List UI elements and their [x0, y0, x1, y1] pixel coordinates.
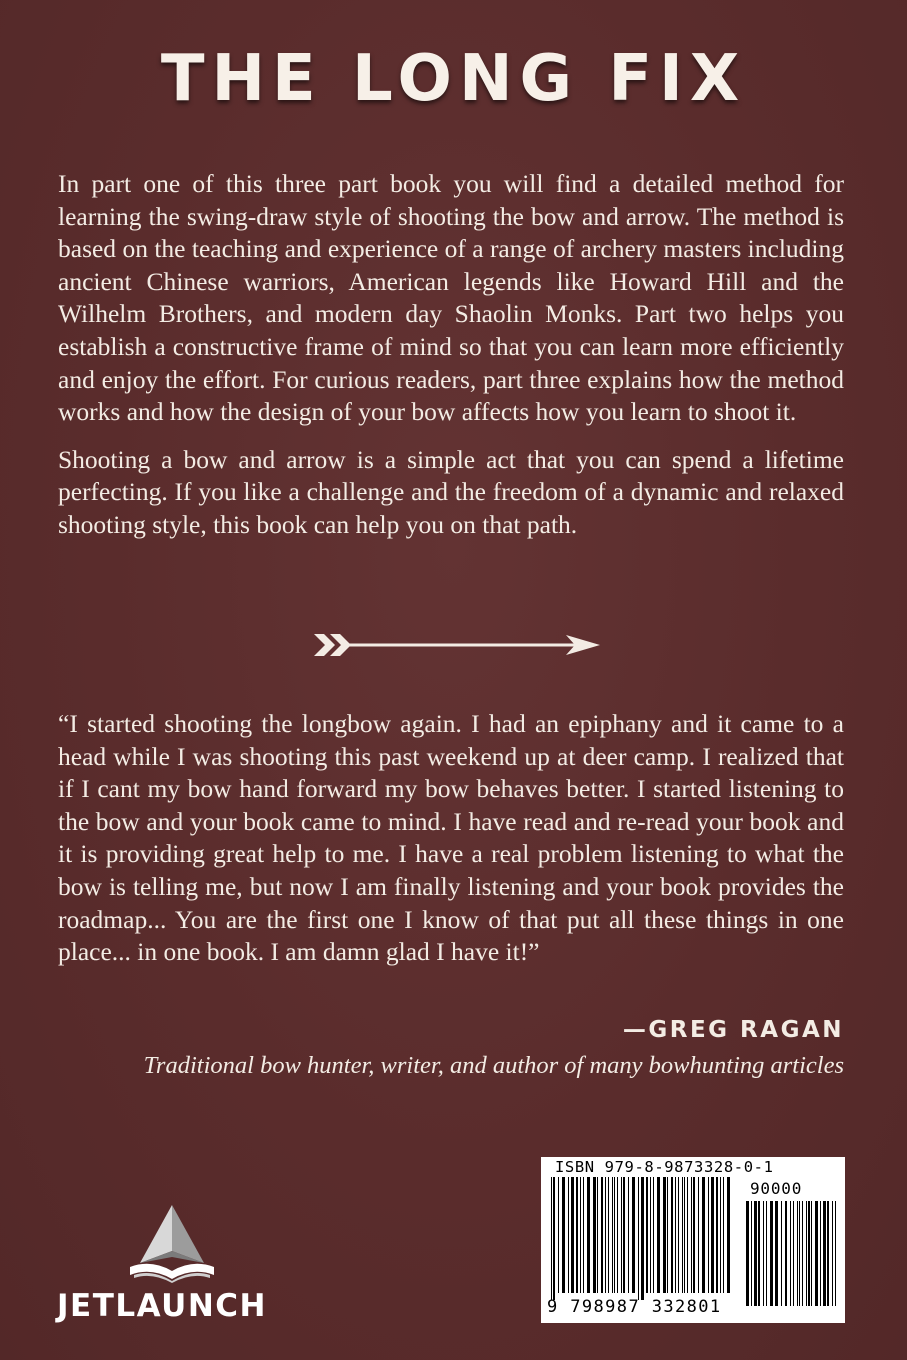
arrow-icon [312, 630, 602, 660]
description-paragraph-1: In part one of this three part book you will find a detailed method for learning the swing-draw style of shooting the bow and arrow. The method is based on the teaching and experience of a range of archery masters including ancient Chinese warriors, American legends like Howard Hill and the Wilhelm Brothers, and modern day Shaolin Monks. Part two helps you establish a constructive frame of mind so that you can learn more efficiently and enjoy the effort. For curious readers, part three explains how the method works and how the design of your bow affects how you learn to shoot it. [58, 169, 844, 427]
book-title: THE LONG FIX [160, 42, 747, 116]
book-description [58, 168, 844, 557]
publisher-name: JETLAUNCH [57, 1288, 267, 1324]
testimonial-author: —GREG RAGAN [622, 1017, 844, 1043]
isbn-label: ISBN 979-8-9873328-0-1 [555, 1158, 774, 1176]
book-arrowhead-icon [126, 1205, 218, 1283]
isbn-barcode [541, 1157, 845, 1323]
testimonial-text: “I started shooting the longbow again. I had an epiphany and it came to a head while I was shooting this past weekend up at deer camp. I realized that if I cant my bow hand forward my bow behaves better. I started listening to the bow and your book came to mind. I have read and re-read your book and it is providing great help to me. I have a real problem listening to what the bow is telling me, but now I am finally listening and your book provides the roadmap... You are the first one I know of that put all these things in one place... in one book. I am damn glad I have it!” [58, 709, 844, 967]
price-code: 90000 [750, 1179, 803, 1198]
ean-digits: 9 798987 332801 [547, 1297, 722, 1317]
testimonial-author-role: Traditional bow hunter, writer, and author of many bowhunting articles [143, 1052, 844, 1079]
testimonial-quote [58, 708, 844, 969]
description-paragraph-2: Shooting a bow and arrow is a simple act that you can spend a lifetime perfecting. If you like a challenge and the freedom of a dynamic and relaxed shooting style, this book can help you on that path. [58, 444, 844, 539]
